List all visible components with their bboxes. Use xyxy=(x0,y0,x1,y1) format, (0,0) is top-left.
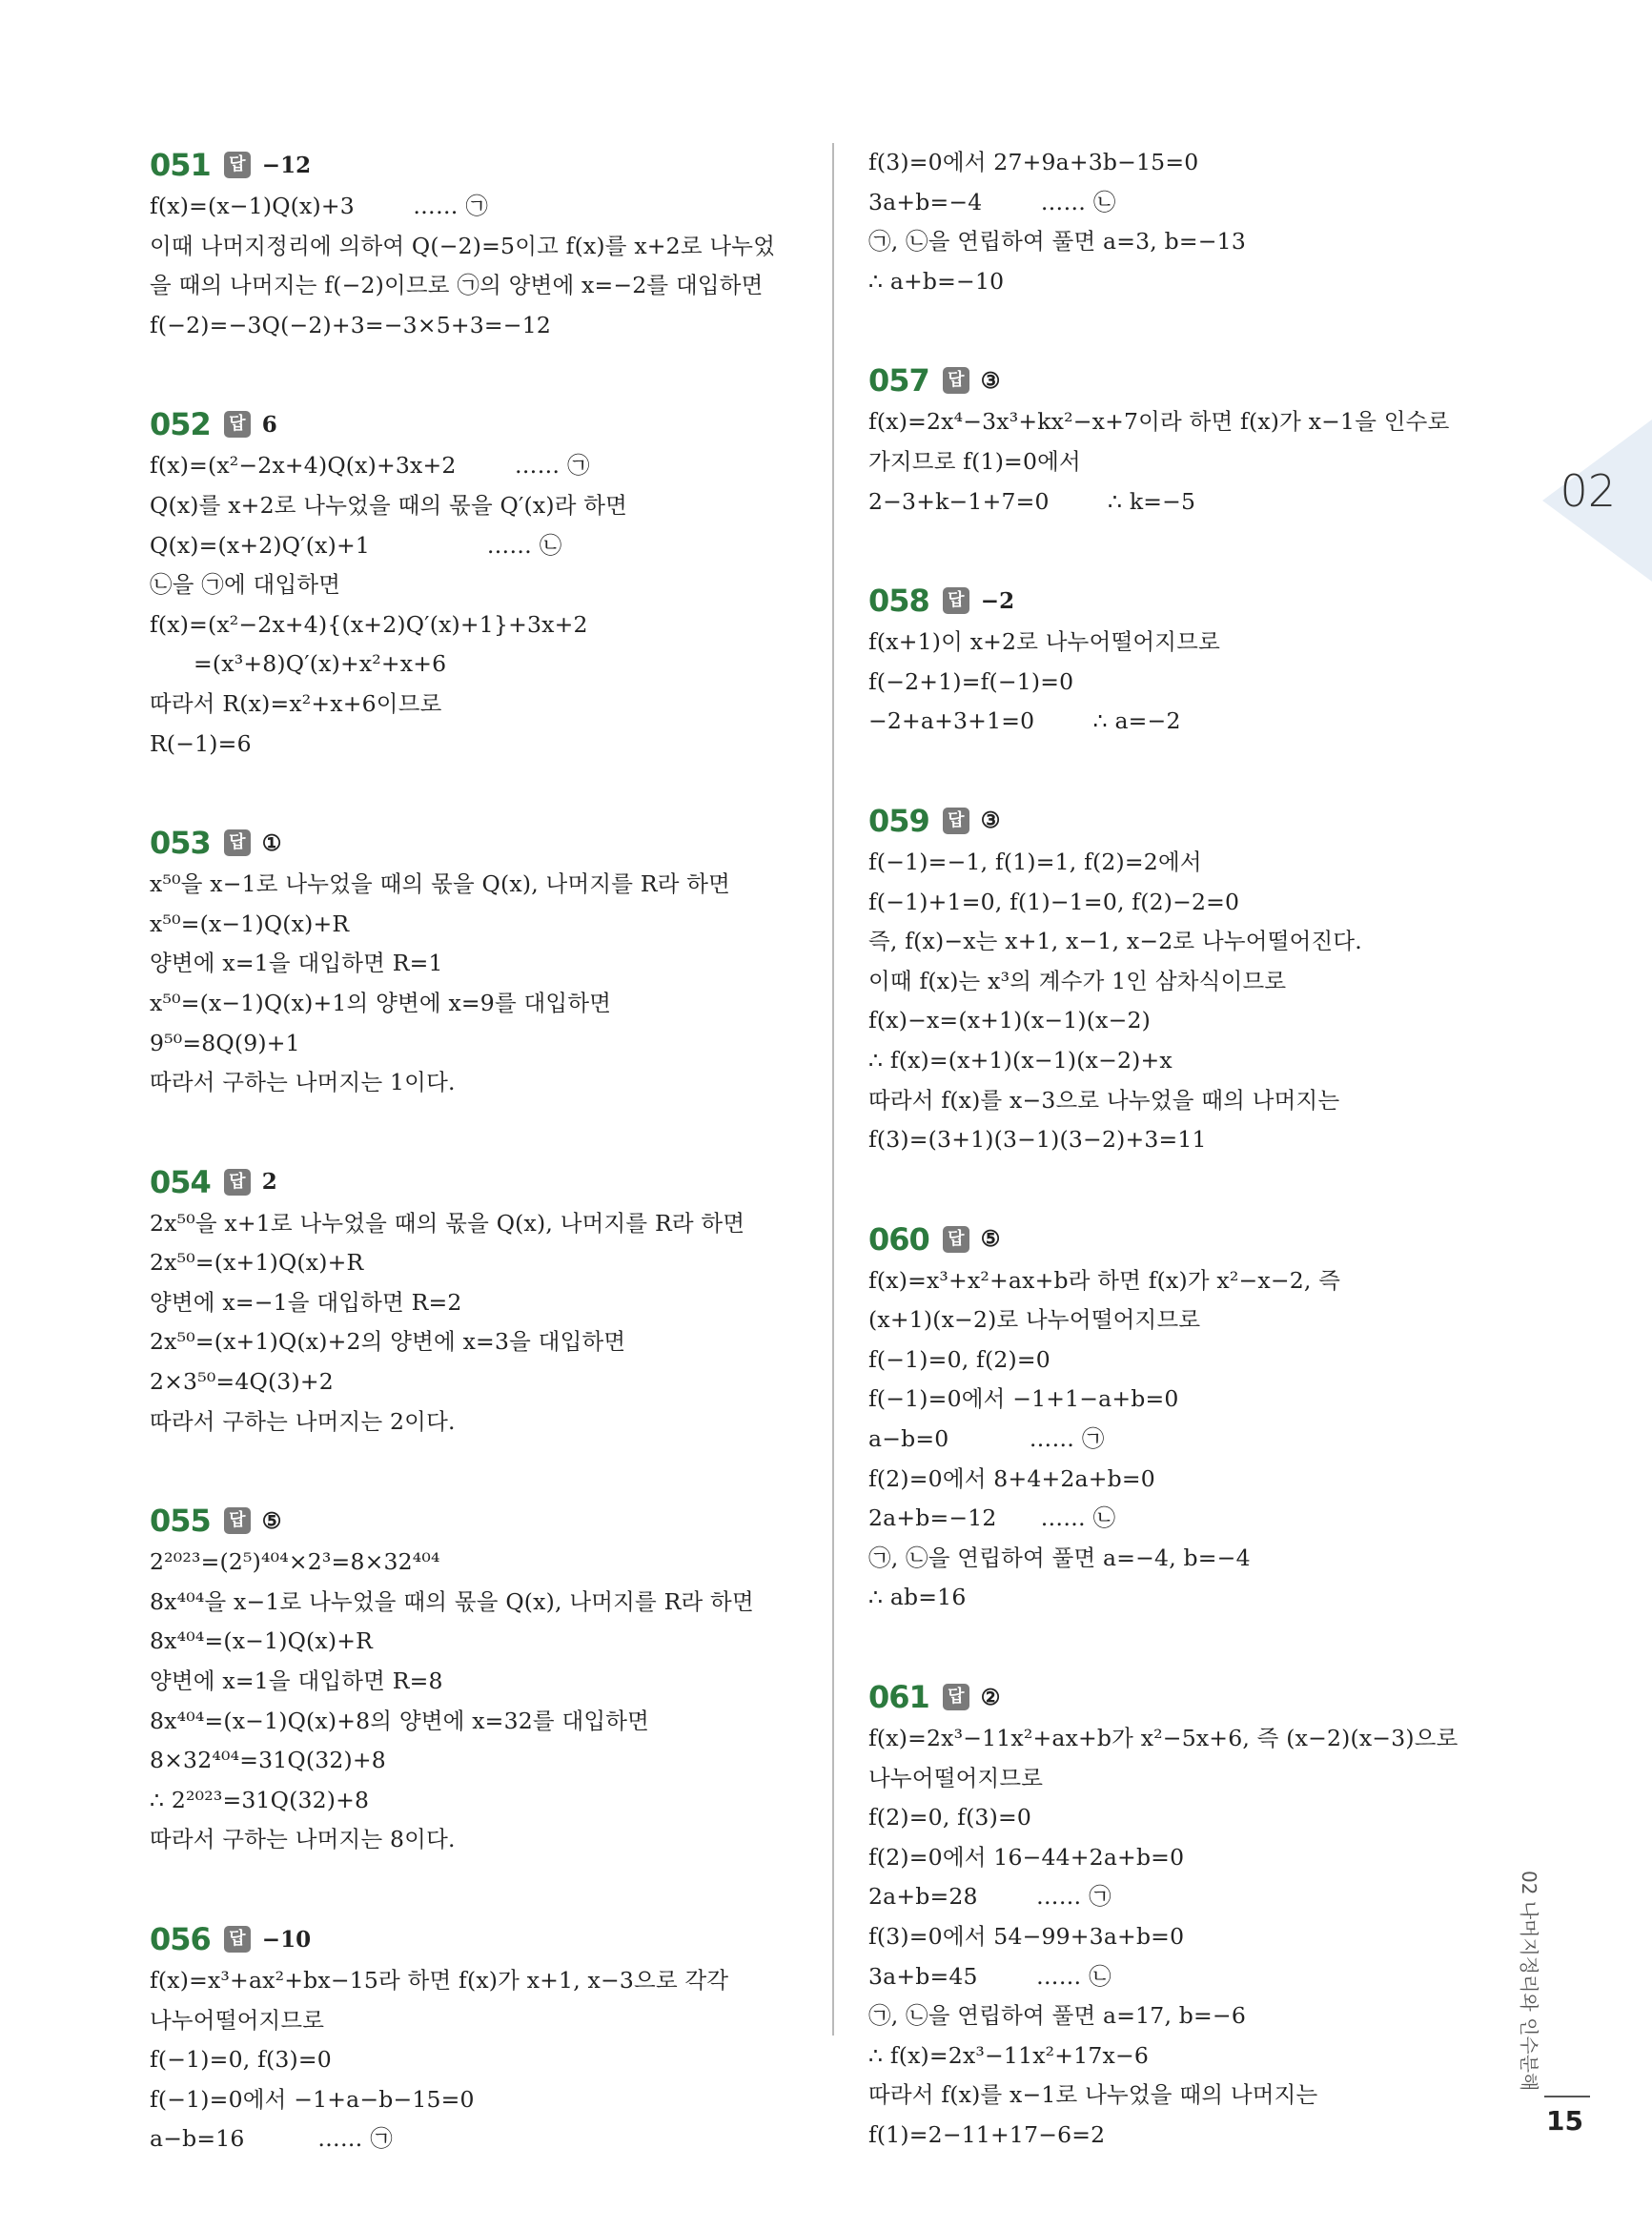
solution-line: 을 때의 나머지는 f(−2)이므로 ㉠의 양변에 x=−2를 대입하면 xyxy=(150,272,764,299)
solution-line: 2x⁵⁰=(x+1)Q(x)+R xyxy=(150,1249,364,1277)
problem-number: 054 xyxy=(150,1163,211,1200)
problem-block xyxy=(868,358,1555,522)
answer-value: ③ xyxy=(980,367,1001,394)
solution-line: 2²⁰²³=(2⁵)⁴⁰⁴×2³=8×32⁴⁰⁴ xyxy=(150,1548,440,1576)
solution-line: ∴ 2²⁰²³=31Q(32)+8 xyxy=(150,1786,370,1813)
solution-line: x⁵⁰=(x−1)Q(x)+R xyxy=(150,910,350,937)
answer-tag: 답 xyxy=(943,367,969,394)
problem-header xyxy=(150,1160,798,1204)
side-chapter-title: 02 나머지정리와 인수분해 xyxy=(1518,1871,1540,2092)
solution-line: −2+a+3+1=0 ∴ a=−2 xyxy=(868,707,1181,735)
solution-line: f(1)=2−11+17−6=2 xyxy=(868,2120,1106,2148)
column-divider xyxy=(832,143,834,2036)
problem-number: 058 xyxy=(868,583,929,620)
solution-line: f(3)=0에서 54−99+3a+b=0 xyxy=(868,1923,1185,1950)
solution-line: f(x)−x=(x+1)(x−1)(x−2) xyxy=(868,1007,1152,1034)
problem-block xyxy=(868,579,1555,742)
side-divider xyxy=(1544,2096,1590,2097)
solution-line: 8x⁴⁰⁴을 x−1로 나누었을 때의 몫을 Q(x), 나머지를 R라 하면 xyxy=(150,1587,754,1615)
answer-tag: 답 xyxy=(224,829,251,856)
problem-block xyxy=(150,1917,798,2159)
answer-tag: 답 xyxy=(943,587,969,614)
problem-header xyxy=(150,1917,798,1961)
problem-block xyxy=(868,1675,1555,2156)
answer-tag: 답 xyxy=(224,411,251,438)
solution-line: 2x⁵⁰을 x+1로 나누었을 때의 몫을 Q(x), 나머지를 R라 하면 xyxy=(150,1209,745,1237)
problem-block xyxy=(150,821,798,1103)
solution-line: f(−1)+1=0, f(1)−1=0, f(2)−2=0 xyxy=(868,888,1240,915)
problem-header xyxy=(150,143,798,187)
problem-block xyxy=(150,402,798,764)
left-column xyxy=(150,143,798,2217)
solution-line: ㉡을 ㉠에 대입하면 xyxy=(150,571,341,599)
solution-line: ∴ a+b=−10 xyxy=(868,267,1005,295)
page-number: 15 xyxy=(1546,2105,1583,2137)
solution-line: a−b=16 …… ㉠ xyxy=(150,2125,394,2153)
problem-number: 052 xyxy=(150,406,211,443)
problem-header xyxy=(868,799,1555,843)
answer-tag: 답 xyxy=(943,1684,969,1710)
problem-number: 057 xyxy=(868,362,929,399)
answer-value: 6 xyxy=(261,411,277,438)
solution-line: 따라서 R(x)=x²+x+6이므로 xyxy=(150,689,442,717)
problem-block xyxy=(868,1217,1555,1618)
solution-line: (x+1)(x−2)로 나누어떨어지므로 xyxy=(868,1306,1201,1334)
answer-value: ⑤ xyxy=(261,1507,282,1534)
solution-line: ㉠, ㉡을 연립하여 풀면 a=3, b=−13 xyxy=(868,228,1246,256)
solution-line: 이때 나머지정리에 의하여 Q(−2)=5이고 f(x)를 x+2로 나누었 xyxy=(150,232,776,259)
chapter-number: 02 xyxy=(1560,465,1616,517)
answer-tag: 답 xyxy=(943,808,969,834)
solution-line: f(x)=x³+x²+ax+b라 하면 f(x)가 x²−x−2, 즉 xyxy=(868,1266,1341,1294)
solution-line: ㉠, ㉡을 연립하여 풀면 a=−4, b=−4 xyxy=(868,1544,1251,1571)
solution-line: f(−1)=0에서 −1+1−a+b=0 xyxy=(868,1385,1179,1413)
problem-header xyxy=(150,1499,798,1543)
answer-value: ① xyxy=(261,829,282,856)
solution-line: 따라서 구하는 나머지는 1이다. xyxy=(150,1069,456,1096)
solution-line: R(−1)=6 xyxy=(150,729,252,757)
problem-number: 051 xyxy=(150,147,211,183)
solution-line: x⁵⁰을 x−1로 나누었을 때의 몫을 Q(x), 나머지를 R라 하면 xyxy=(150,870,731,898)
solution-line: f(x)=(x²−2x+4){(x+2)Q′(x)+1}+3x+2 xyxy=(150,610,588,638)
solution-line: 3a+b=45 …… ㉡ xyxy=(868,1962,1112,1990)
solution-line: Q(x)=(x+2)Q′(x)+1 …… ㉡ xyxy=(150,531,562,559)
problem-block xyxy=(868,799,1555,1160)
solution-line: 따라서 f(x)를 x−1로 나누었을 때의 나머지는 xyxy=(868,2081,1318,2109)
solution-line: 2x⁵⁰=(x+1)Q(x)+2의 양변에 x=3을 대입하면 xyxy=(150,1328,626,1356)
solution-line: ∴ ab=16 xyxy=(868,1584,967,1611)
answer-tag: 답 xyxy=(943,1226,969,1253)
solution-line: 나누어떨어지므로 xyxy=(150,2006,325,2034)
answer-tag: 답 xyxy=(224,1926,251,1953)
problem-header xyxy=(868,579,1555,623)
solution-line: 2−3+k−1+7=0 ∴ k=−5 xyxy=(868,487,1196,515)
problem-number: 055 xyxy=(150,1503,211,1540)
answer-value: −10 xyxy=(261,1926,312,1953)
problem-header xyxy=(868,1675,1555,1719)
solution-line: 양변에 x=1을 대입하면 R=1 xyxy=(150,950,443,977)
solution-line: f(2)=0, f(3)=0 xyxy=(868,1804,1031,1831)
solution-line: f(3)=(3+1)(3−1)(3−2)+3=11 xyxy=(868,1126,1207,1154)
solution-line: 따라서 구하는 나머지는 2이다. xyxy=(150,1407,456,1435)
problem-header xyxy=(150,821,798,865)
solution-line: 따라서 f(x)를 x−3으로 나누었을 때의 나머지는 xyxy=(868,1086,1340,1114)
solution-line: f(x)=2x⁴−3x³+kx²−x+7이라 하면 f(x)가 x−1을 인수로 xyxy=(868,408,1450,436)
solution-line: =(x³+8)Q′(x)+x²+x+6 xyxy=(150,650,447,678)
solution-line: 이때 f(x)는 x³의 계수가 1인 삼차식이므로 xyxy=(868,967,1287,994)
problem-block xyxy=(150,1499,798,1860)
problem-header xyxy=(868,358,1555,402)
solution-line: 8x⁴⁰⁴=(x−1)Q(x)+8의 양변에 x=32를 대입하면 xyxy=(150,1707,650,1734)
solution-line: 나누어떨어지므로 xyxy=(868,1764,1044,1791)
solution-line: f(−1)=0에서 −1+a−b−15=0 xyxy=(150,2085,475,2113)
solution-line: 양변에 x=1을 대입하면 R=8 xyxy=(150,1667,443,1695)
solution-line: f(x)=2x³−11x²+ax+b가 x²−5x+6, 즉 (x−2)(x−3)으로 xyxy=(868,1725,1458,1752)
solution-line: Q(x)를 x+2로 나누었을 때의 몫을 Q′(x)라 하면 xyxy=(150,491,628,519)
answer-tag: 답 xyxy=(224,1507,251,1534)
solution-line: f(2)=0에서 8+4+2a+b=0 xyxy=(868,1464,1155,1492)
solution-line: 즉, f(x)−x는 x+1, x−1, x−2로 나누어떨어진다. xyxy=(868,928,1362,955)
problem-number: 056 xyxy=(150,1921,211,1957)
problem-header xyxy=(150,402,798,446)
problem-block xyxy=(150,143,798,345)
problem-number: 061 xyxy=(868,1679,929,1716)
solution-line: 가지므로 f(1)=0에서 xyxy=(868,447,1081,475)
solution-line: 양변에 x=−1을 대입하면 R=2 xyxy=(150,1288,462,1316)
solution-line: f(−1)=0, f(3)=0 xyxy=(150,2046,332,2074)
solution-line: 따라서 구하는 나머지는 8이다. xyxy=(150,1826,456,1853)
solution-line: f(2)=0에서 16−44+2a+b=0 xyxy=(868,1843,1185,1871)
problem-block xyxy=(150,1160,798,1442)
answer-value: ③ xyxy=(980,808,1001,834)
solution-line: 3a+b=−4 …… ㉡ xyxy=(868,188,1116,215)
solution-line: f(−2+1)=f(−1)=0 xyxy=(868,667,1074,695)
solution-line: f(−2)=−3Q(−2)+3=−3×5+3=−12 xyxy=(150,311,551,338)
answer-value: 2 xyxy=(261,1169,277,1196)
solution-line: f(3)=0에서 27+9a+3b−15=0 xyxy=(868,149,1199,175)
solution-line: 2a+b=−12 …… ㉡ xyxy=(868,1504,1116,1532)
answer-value: ② xyxy=(980,1684,1001,1710)
solution-line: ∴ f(x)=2x³−11x²+17x−6 xyxy=(868,2041,1149,2069)
solution-line: x⁵⁰=(x−1)Q(x)+1의 양변에 x=9를 대입하면 xyxy=(150,989,612,1016)
solution-line: 9⁵⁰=8Q(9)+1 xyxy=(150,1029,300,1056)
solution-line: f(x)=(x²−2x+4)Q(x)+3x+2 …… ㉠ xyxy=(150,452,590,480)
problem-header xyxy=(868,1217,1555,1261)
solution-line: f(x)=(x−1)Q(x)+3 …… ㉠ xyxy=(150,193,489,219)
answer-value: −12 xyxy=(261,152,312,178)
solution-line: f(−1)=−1, f(1)=1, f(2)=2에서 xyxy=(868,848,1202,875)
solution-line: 8×32⁴⁰⁴=31Q(32)+8 xyxy=(150,1747,386,1774)
problem-block xyxy=(868,143,1555,301)
solution-line: 2a+b=28 …… ㉠ xyxy=(868,1883,1112,1911)
solution-line: ㉠, ㉡을 연립하여 풀면 a=17, b=−6 xyxy=(868,2002,1246,2030)
answer-tag: 답 xyxy=(224,152,251,178)
right-column xyxy=(868,143,1555,2213)
solution-line: a−b=0 …… ㉠ xyxy=(868,1425,1105,1453)
solution-line: f(x)=x³+ax²+bx−15라 하면 f(x)가 x+1, x−3으로 각각 xyxy=(150,1967,729,1994)
solution-line: 8x⁴⁰⁴=(x−1)Q(x)+R xyxy=(150,1627,374,1655)
answer-value: −2 xyxy=(980,587,1015,614)
answer-value: ⑤ xyxy=(980,1226,1001,1253)
problem-number: 059 xyxy=(868,802,929,839)
problem-number: 053 xyxy=(150,825,211,862)
solution-line: 2×3⁵⁰=4Q(3)+2 xyxy=(150,1368,334,1396)
answer-tag: 답 xyxy=(224,1169,251,1196)
solution-line: ∴ f(x)=(x+1)(x−1)(x−2)+x xyxy=(868,1046,1173,1074)
solution-line: f(−1)=0, f(2)=0 xyxy=(868,1345,1050,1373)
problem-number: 060 xyxy=(868,1220,929,1258)
solution-line: f(x+1)이 x+2로 나누어떨어지므로 xyxy=(868,628,1220,656)
